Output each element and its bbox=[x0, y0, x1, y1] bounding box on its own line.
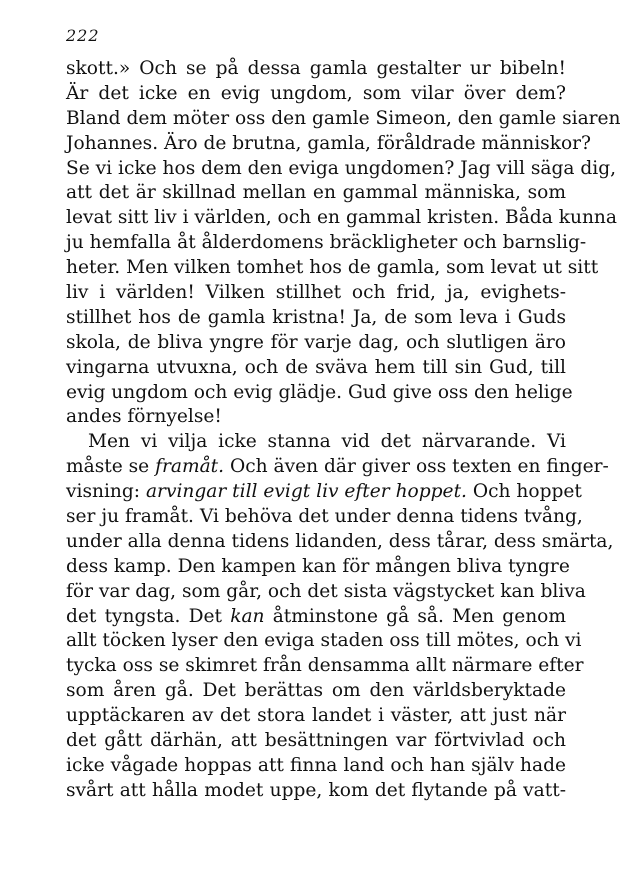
text-line: upptäckaren av det stora landet i väster, att just när bbox=[66, 705, 566, 727]
text-line: dess kamp. Den kampen kan för mången bliva tyngre bbox=[66, 555, 570, 577]
text-line: Är det icke en evig ungdom, som vilar över dem? bbox=[66, 82, 566, 104]
text-line bbox=[66, 605, 566, 630]
text-line: under alla denna tidens lidanden, dess tårar, dess smärta, bbox=[66, 530, 614, 552]
text-line: vingarna utvuxna, och de sväva hem till sin Gud, till bbox=[66, 356, 566, 378]
text-segment: Och hoppet bbox=[466, 481, 582, 503]
text-line: svårt att hålla modet uppe, kom det flytande på vatt- bbox=[66, 779, 566, 801]
text-line: levat sitt liv i världen, och en gammal kristen. Båda kunna bbox=[66, 207, 617, 229]
text-line: för var dag, som går, och det sista vägstycket kan bliva bbox=[66, 580, 586, 602]
text-line: skott.» Och se på dessa gamla gestalter ur bibeln! bbox=[66, 58, 566, 79]
text-line: Johannes. Äro de brutna, gamla, föråldrade människor? bbox=[66, 132, 592, 154]
text-segment: det tyngsta. Det bbox=[66, 605, 231, 627]
text-line: Men vi vilja icke stanna vid det närvarande. Vi bbox=[88, 431, 566, 453]
text-line: heter. Men vilken tomhet hos de gamla, som levat ut sitt bbox=[66, 257, 599, 279]
text-line: allt töcken lyser den eviga staden oss till mötes, och vi bbox=[66, 630, 582, 652]
text-line: icke vågade hoppas att finna land och han själv hade bbox=[66, 754, 566, 776]
body-text bbox=[66, 57, 621, 804]
text-line: stillhet hos de gamla kristna! Ja, de som leva i Guds bbox=[66, 306, 566, 328]
paragraph-2 bbox=[66, 430, 614, 803]
paragraph-1 bbox=[66, 57, 621, 430]
text-line: ju hemfalla åt ålderdomens bräckligheter och barnslig- bbox=[66, 232, 587, 254]
text-line: Se vi icke hos dem den eviga ungdomen? Jag vill säga dig, bbox=[66, 157, 617, 179]
text-line: tycka oss se skimret från densamma allt närmare efter bbox=[66, 655, 584, 677]
text-line: att det är skillnad mellan en gammal människa, som bbox=[66, 182, 566, 204]
emphasis: framåt. bbox=[155, 456, 225, 478]
text-segment: måste se bbox=[66, 456, 156, 478]
text-line: evig ungdom och evig glädje. Gud give oss den helige bbox=[66, 381, 573, 403]
text-line: skola, de bliva yngre för varje dag, och slutligen äro bbox=[66, 331, 566, 353]
emphasis: arvingar till evigt liv efter hoppet. bbox=[145, 481, 467, 503]
text-line: Bland dem möter oss den gamle Simeon, den gamle siaren bbox=[66, 107, 621, 129]
text-line: som åren gå. Det berättas om den världsberyktade bbox=[66, 680, 566, 702]
text-line bbox=[66, 455, 609, 480]
page-number: 222 bbox=[66, 26, 100, 45]
text-segment: åtminstone gå så. Men genom bbox=[264, 605, 566, 627]
emphasis: kan bbox=[230, 605, 265, 627]
text-line: liv i världen! Vilken stillhet och frid, ja, evighets- bbox=[66, 282, 566, 304]
text-line bbox=[66, 480, 582, 505]
text-line: ser ju framåt. Vi behöva det under denna tidens tvång, bbox=[66, 506, 583, 528]
text-segment: Och även där giver oss texten en finger- bbox=[224, 456, 609, 478]
text-segment: visning: bbox=[66, 481, 146, 503]
text-line: det gått därhän, att besättningen var förtvivlad och bbox=[66, 730, 566, 752]
text-line: andes förnyelse! bbox=[66, 406, 222, 428]
